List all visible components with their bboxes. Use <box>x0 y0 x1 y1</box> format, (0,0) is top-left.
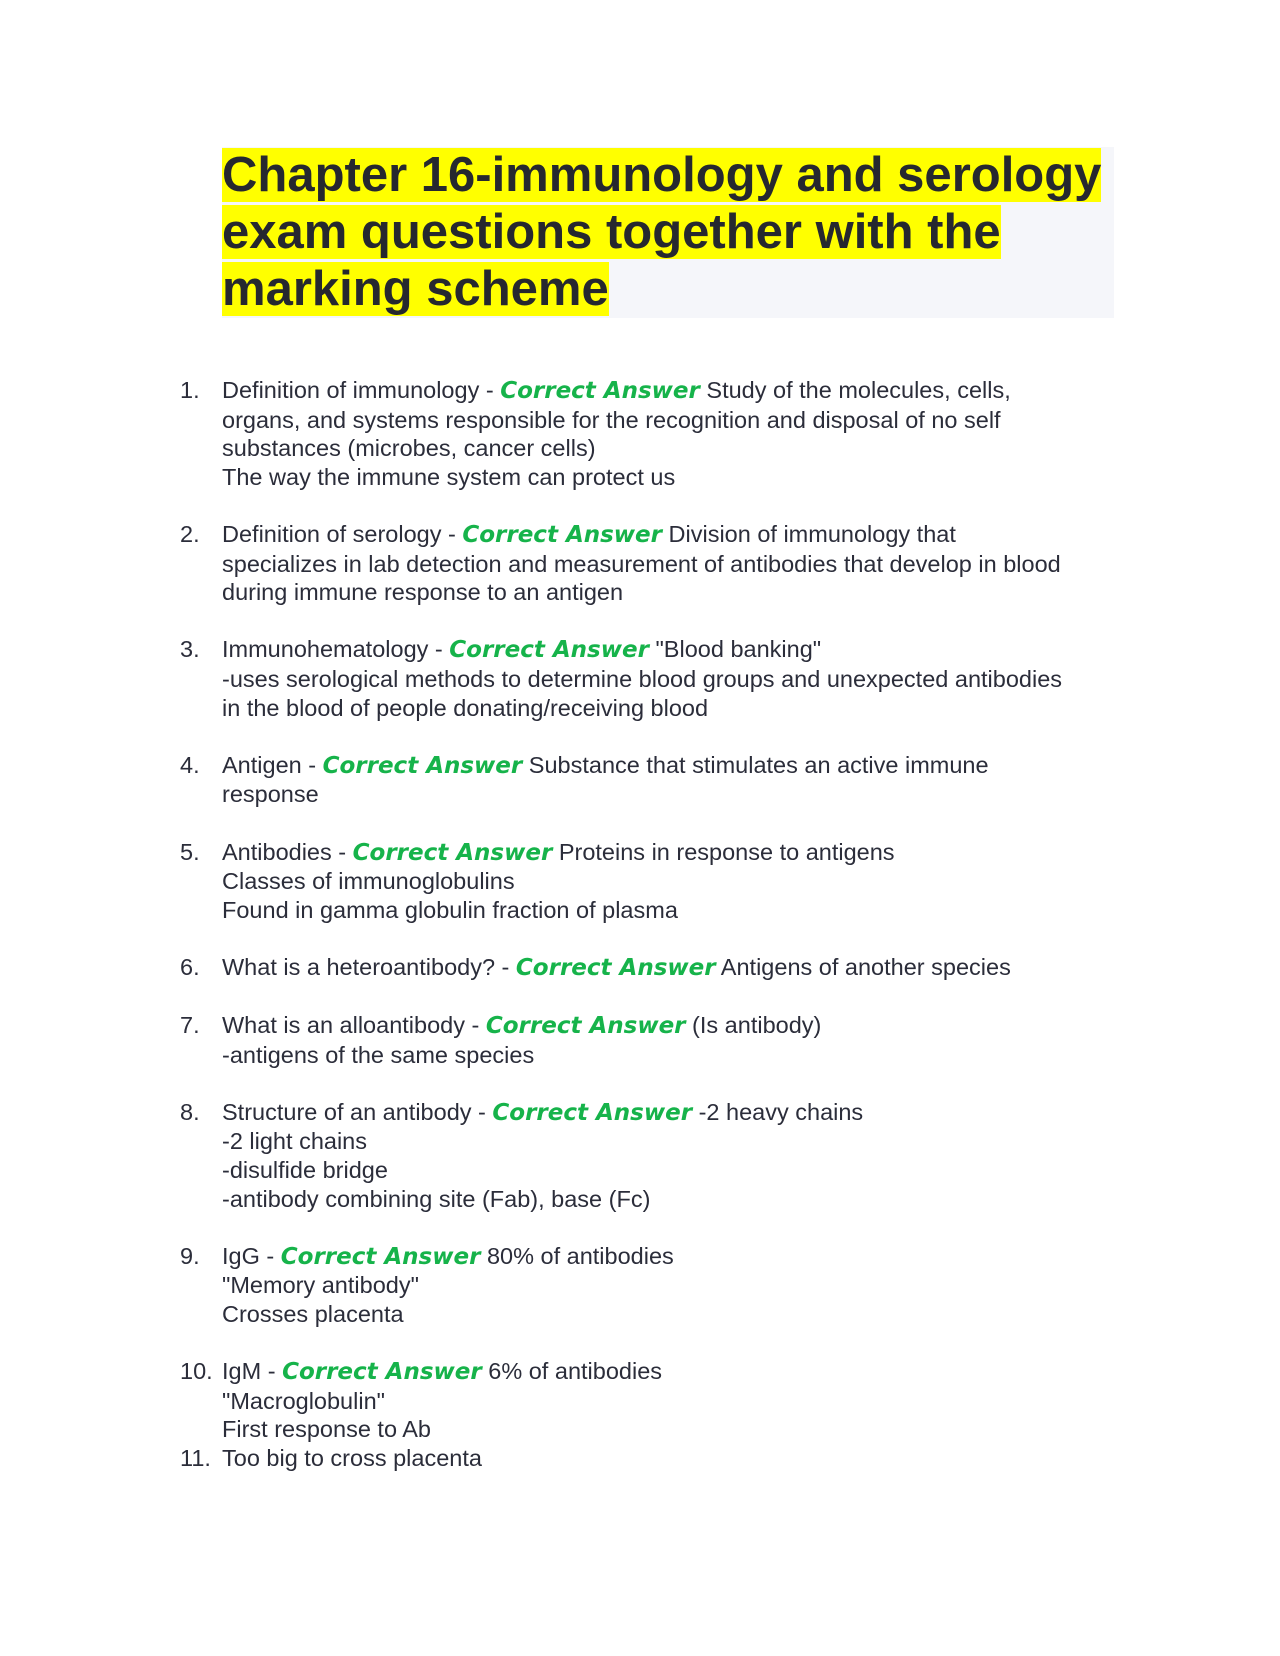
item-first-line <box>222 1357 1120 1387</box>
question-text: Antigen - <box>222 751 323 778</box>
question-list <box>180 376 1120 1473</box>
answer-text: -2 heavy chains <box>692 1098 864 1125</box>
item-first-line <box>222 751 1120 781</box>
item-number: 10. <box>180 1358 213 1385</box>
question-text: Definition of serology - <box>222 520 463 547</box>
item-text: Too big to cross placenta <box>222 1444 482 1471</box>
answer-text: Substance that stimulates an active immune <box>522 751 989 778</box>
list-item <box>180 751 1120 809</box>
item-number: 9. <box>180 1242 200 1269</box>
correct-answer-label: Correct Answer <box>485 1013 686 1040</box>
correct-answer-label: Correct Answer <box>352 839 553 866</box>
correct-answer-label: Correct Answer <box>322 752 523 779</box>
list-item <box>180 1098 1120 1213</box>
answer-text: 6% of antibodies <box>481 1358 663 1385</box>
question-text: Immunohematology - <box>222 636 450 663</box>
list-item <box>180 376 1120 491</box>
answer-text: Division of immunology that <box>662 520 956 547</box>
question-text: Definition of immunology - <box>222 377 501 403</box>
item-number: 5. <box>180 838 200 865</box>
item-number: 2. <box>180 520 200 547</box>
title-line-2: exam questions together with the <box>222 205 1001 259</box>
answer-line: -uses serological methods to determine blood groups and unexpected antibodies <box>222 665 1063 692</box>
answer-line: in the blood of people donating/receiving blood <box>222 694 709 721</box>
question-text: IgM - <box>222 1358 283 1385</box>
page-title <box>222 147 1114 318</box>
item-first-line <box>222 1098 1120 1128</box>
item-number: 7. <box>180 1012 200 1039</box>
item-first-line <box>222 838 1120 868</box>
correct-answer-label: Correct Answer <box>500 378 700 404</box>
list-item <box>180 1357 1120 1444</box>
answer-line: -disulfide bridge <box>222 1157 388 1184</box>
question-text: Structure of an antibody - <box>222 1098 493 1125</box>
answer-line: First response to Ab <box>222 1416 431 1443</box>
item-number: 11. <box>180 1444 211 1471</box>
answer-text: Study of the molecules, cells, <box>699 377 1011 403</box>
item-first-line <box>222 520 1120 550</box>
item-number: 3. <box>180 636 200 663</box>
title-line-1: Chapter 16-immunology and serology <box>222 148 1102 202</box>
list-item <box>180 1011 1120 1069</box>
list-item <box>180 953 1120 983</box>
item-first-line <box>222 953 1120 983</box>
answer-line: substances (microbes, cancer cells) <box>222 435 596 462</box>
question-text: What is a heteroantibody? - <box>222 953 516 980</box>
answer-line: during immune response to an antigen <box>222 579 624 606</box>
answer-line: "Memory antibody" <box>222 1272 419 1299</box>
item-first-line <box>222 376 1120 406</box>
list-item <box>180 1242 1120 1329</box>
title-block <box>222 147 1114 318</box>
item-number: 1. <box>180 377 200 403</box>
list-item <box>180 520 1120 607</box>
answer-line: -2 light chains <box>222 1128 367 1155</box>
list-item <box>180 635 1120 722</box>
correct-answer-label: Correct Answer <box>515 954 716 981</box>
item-first-line <box>222 1011 1120 1041</box>
correct-answer-label: Correct Answer <box>280 1243 481 1270</box>
title-line-3: marking scheme <box>222 262 609 316</box>
correct-answer-label: Correct Answer <box>449 637 649 664</box>
correct-answer-label: Correct Answer <box>492 1099 693 1126</box>
list-item <box>180 838 1120 925</box>
answer-text: Antigens of another species <box>715 953 1011 980</box>
answer-line: Found in gamma globulin fraction of plasma <box>222 896 678 923</box>
list-item <box>180 1444 1120 1473</box>
answer-text: (Is antibody) <box>685 1012 822 1039</box>
answer-line: "Macroglobulin" <box>222 1387 385 1414</box>
question-text: IgG - <box>222 1242 281 1269</box>
answer-line: Classes of immunoglobulins <box>222 868 515 895</box>
answer-line: The way the immune system can protect us <box>222 463 676 490</box>
item-first-line <box>222 635 1120 665</box>
answer-line: Crosses placenta <box>222 1301 404 1327</box>
answer-text: 80% of antibodies <box>480 1242 674 1269</box>
answer-line: response <box>222 781 319 808</box>
question-text: Antibodies - <box>222 838 353 865</box>
answer-line: -antigens of the same species <box>222 1041 535 1068</box>
answer-line: organs, and systems responsible for the recognition and disposal of no self <box>222 406 1001 433</box>
answer-text: Proteins in response to antigens <box>552 838 895 865</box>
correct-answer-label: Correct Answer <box>282 1359 482 1386</box>
question-text: What is an alloantibody - <box>222 1012 486 1039</box>
item-number: 4. <box>180 751 200 778</box>
correct-answer-label: Correct Answer <box>462 521 662 548</box>
item-first-line <box>222 1242 1120 1272</box>
item-number: 8. <box>180 1098 200 1125</box>
item-number: 6. <box>180 953 200 980</box>
answer-line: specializes in lab detection and measurement of antibodies that develop in blood <box>222 550 1061 577</box>
answer-text: "Blood banking" <box>648 636 822 663</box>
answer-line: -antibody combining site (Fab), base (Fc) <box>222 1185 651 1212</box>
